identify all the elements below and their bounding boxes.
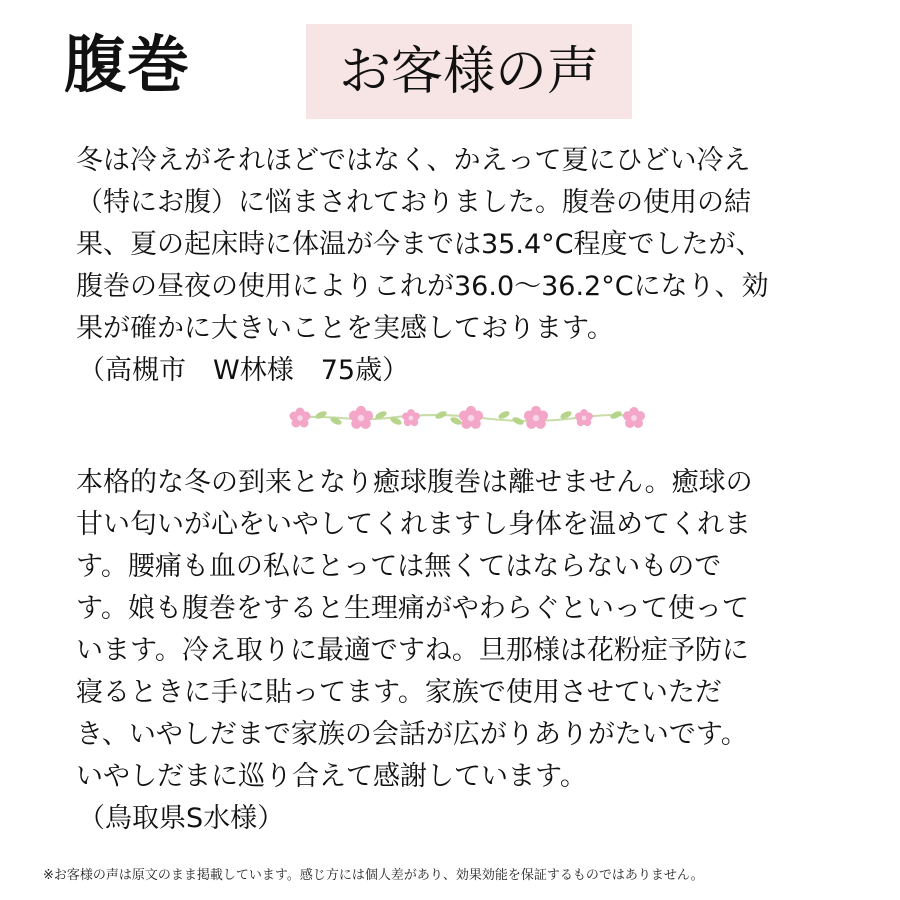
review-1-line-2: （特にお腹）に悩まされておりました。腹巻の使用の結 bbox=[76, 187, 751, 218]
review-2-line-5: います。冷え取りに最適ですね。旦那様は花粉症予防に bbox=[76, 635, 749, 666]
review-1-line-5: 果が確かに大きいことを実感しております。 bbox=[76, 313, 614, 344]
review-1-reviewer: （高槻市 W林様 75歳） bbox=[78, 355, 410, 386]
product-title: 腹巻 bbox=[64, 28, 191, 101]
section-title: お客様の声 bbox=[338, 41, 599, 102]
section-title-box bbox=[306, 24, 632, 119]
review-2-line-7: き、いやしだまで家族の会話が広がりありがたいです。 bbox=[76, 719, 748, 750]
flower-vine-divider-icon bbox=[286, 403, 652, 433]
review-block-1 bbox=[76, 140, 836, 392]
review-2-reviewer: （鳥取県S水様） bbox=[78, 803, 285, 834]
review-block-2 bbox=[76, 462, 836, 840]
footer-disclaimer: ※お客様の声は原文のまま掲載しています。感じ方には個人差があり、効果効能を保証するものではありません。 bbox=[43, 868, 704, 883]
review-2-line-4: す。娘も腹巻をすると生理痛がやわらぐといって使って bbox=[76, 593, 749, 624]
review-1-line-1: 冬は冷えがそれほどではなく、かえって夏にひどい冷え bbox=[76, 145, 751, 176]
review-2-line-1: 本格的な冬の到来となり癒球腹巻は離せません。癒球の bbox=[76, 467, 753, 498]
review-1-line-3: 果、夏の起床時に体温が今までは35.4°C程度でしたが、 bbox=[76, 229, 763, 260]
review-1-line-4: 腹巻の昼夜の使用によりこれが36.0〜36.2°Cになり、効 bbox=[76, 271, 769, 302]
review-2-line-2: 甘い匂いが心をいやしてくれますし身体を温めてくれま bbox=[76, 509, 751, 540]
review-2-line-6: 寝るときに手に貼ってます。家族で使用させていただ bbox=[76, 677, 722, 708]
review-2-line-3: す。腰痛も血の私にとっては無くてはならないもので bbox=[76, 551, 722, 582]
review-2-line-8: いやしだまに巡り合えて感謝しています。 bbox=[76, 761, 587, 792]
